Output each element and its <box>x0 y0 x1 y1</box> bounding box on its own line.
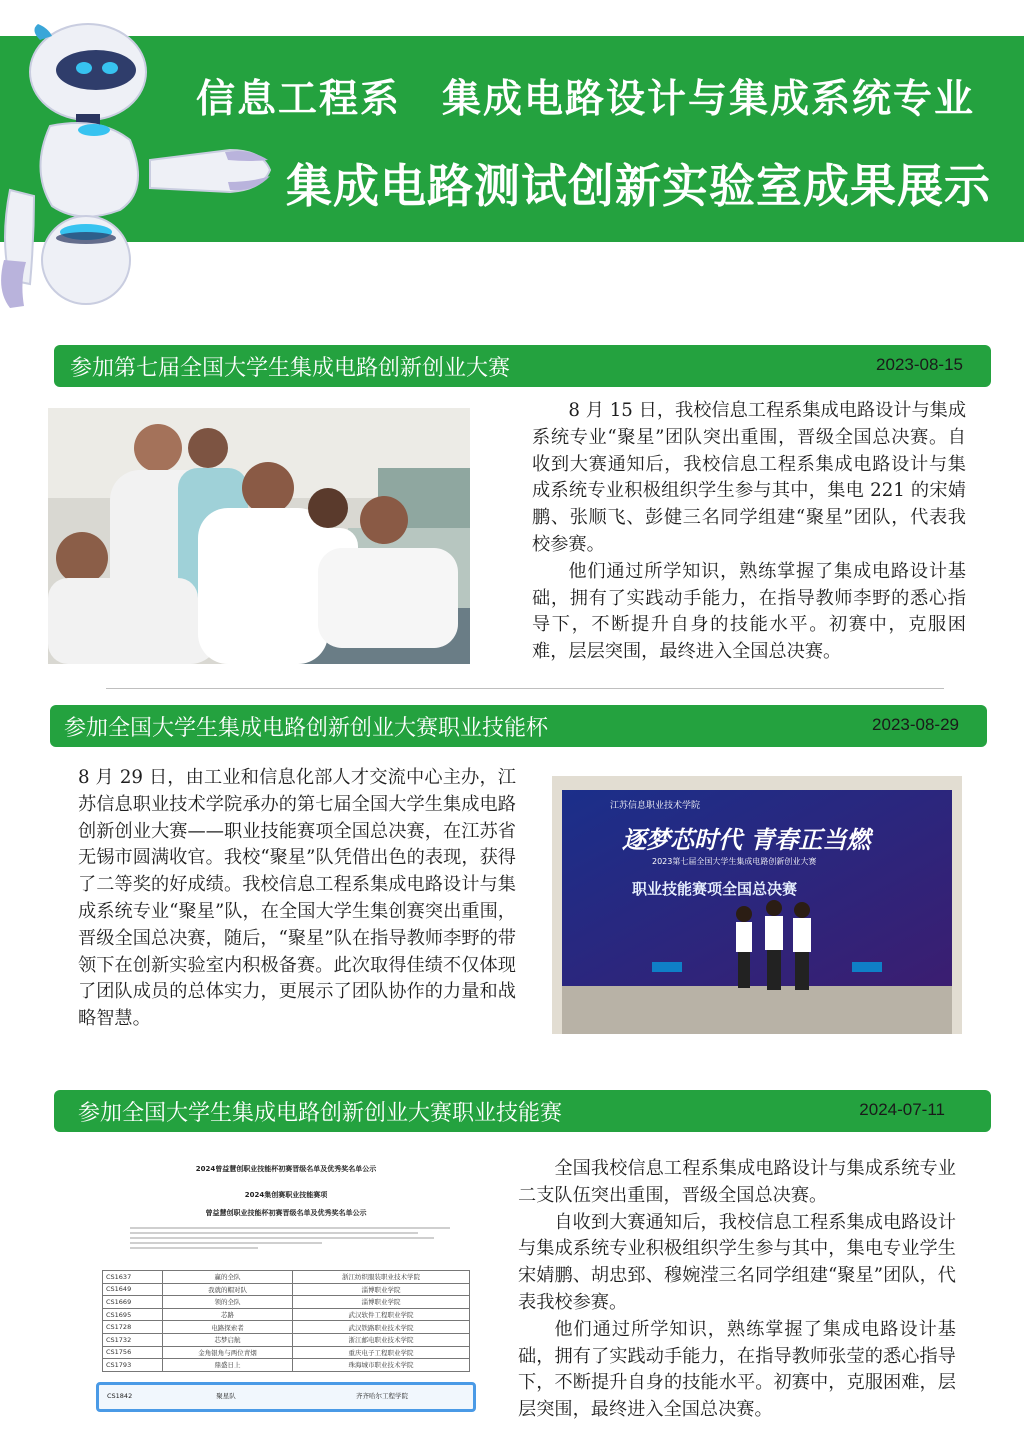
team-id-cell: CS1732 <box>103 1333 163 1346</box>
section-1-header <box>54 345 991 387</box>
table-row <box>103 1346 470 1359</box>
highlight-team-id: CS1842 <box>107 1391 133 1400</box>
table-row <box>103 1296 470 1309</box>
photo-school-logo: 江苏信息职业技术学院 <box>610 801 701 811</box>
school-cell: 珠海城市职业技术学院 <box>293 1359 470 1372</box>
table-row <box>103 1321 470 1334</box>
photo-team-at-lab <box>48 408 470 664</box>
section-1-date: 2023-08-15 <box>876 355 963 374</box>
section-2-date: 2023-08-29 <box>872 715 959 734</box>
table-row <box>103 1359 470 1372</box>
qualifier-list-document <box>94 1150 478 1416</box>
section-2-header <box>50 705 987 747</box>
section-3-paragraph: 他们通过所学知识，熟练掌握了集成电路设计基础，拥有了实践动手能力，在指导教师张莹的悉心指导下，不断提升自身的技能水平。初赛中，克服困难，层层突围，最终进入全国总决赛。 <box>518 1318 956 1421</box>
photo-slogan: 逐梦芯时代 青春正当燃 <box>622 826 871 854</box>
table-row <box>103 1271 470 1284</box>
school-cell: 武汉软件工程职业学院 <box>293 1308 470 1321</box>
section-1-title: 参加第七届全国大学生集成电路创新创业大赛 <box>70 356 511 381</box>
robot-mascot-icon <box>0 10 290 310</box>
photo-award-stage <box>552 776 962 1034</box>
section-3-date: 2024-07-11 <box>859 1100 945 1119</box>
team-name-cell: 领的全队 <box>163 1296 293 1309</box>
document-heading: 2024曾益慧创职业技能杯初赛晋级名单及优秀奖名单公示 <box>195 1165 377 1173</box>
school-cell: 淄博职业学院 <box>293 1283 470 1296</box>
document-subheading-2: 曾益慧创职业技能杯初赛晋级名单及优秀奖名单公示 <box>205 1209 367 1217</box>
section-3-text <box>518 1156 956 1424</box>
school-cell: 浙江邮电职业技术学院 <box>293 1333 470 1346</box>
section-3-title: 参加全国大学生集成电路创新创业大赛职业技能赛 <box>78 1101 563 1126</box>
photo-banner: 职业技能赛项全国总决赛 <box>632 880 798 898</box>
team-id-cell: CS1756 <box>103 1346 163 1359</box>
school-cell: 重庆电子工程职业学院 <box>293 1346 470 1359</box>
team-name-cell: 我就的帽对队 <box>163 1283 293 1296</box>
team-name-cell: 金角银角与两位青烟 <box>163 1346 293 1359</box>
team-id-cell: CS1728 <box>103 1321 163 1334</box>
section-divider <box>106 688 944 689</box>
school-cell: 浙江纺织服装职业技术学院 <box>293 1271 470 1284</box>
team-id-cell: CS1637 <box>103 1271 163 1284</box>
team-id-cell: CS1695 <box>103 1308 163 1321</box>
section-2-title: 参加全国大学生集成电路创新创业大赛职业技能杯 <box>64 716 549 741</box>
section-3-paragraph: 自收到大赛通知后，我校信息工程系集成电路设计与集成系统专业积极组织学生参与其中，集电专业学生宋婧鹏、胡忠郅、穆婉滢三名同学组建“聚星”团队，代表我校参赛。 <box>518 1211 956 1313</box>
section-3-paragraph: 全国我校信息工程系集成电路设计与集成系统专业二支队伍突出重围，晋级全国总决赛。 <box>518 1158 956 1206</box>
section-1-text <box>532 398 966 666</box>
table-row <box>103 1283 470 1296</box>
highlight-team-name: 聚星队 <box>216 1392 236 1400</box>
qualifier-table <box>102 1270 470 1372</box>
section-2-text <box>78 765 516 1033</box>
document-note <box>130 1224 450 1252</box>
header-department: 信息工程系 集成电路设计与集成系统专业 <box>196 77 976 122</box>
team-name-cell: 鼎盛日上 <box>163 1359 293 1372</box>
team-name-cell: 芯路 <box>163 1308 293 1321</box>
team-name-cell: 芯梦启航 <box>163 1333 293 1346</box>
school-cell: 淄博职业学院 <box>293 1296 470 1309</box>
highlight-team-school: 齐齐哈尔工程学院 <box>356 1392 408 1400</box>
highlighted-team-row <box>96 1382 476 1412</box>
team-id-cell: CS1649 <box>103 1283 163 1296</box>
document-subheading: 2024集创赛职业技能赛项 <box>244 1191 328 1199</box>
section-1-paragraph: 他们通过所学知识，熟练掌握了集成电路设计基础，拥有了实践动手能力，在指导教师李野的悉心指导下，不断提升自身的技能水平。初赛中，克服困难，层层突围，最终进入全国总决赛。 <box>532 560 966 663</box>
team-name-cell: 电路探索者 <box>163 1321 293 1334</box>
school-cell: 武汉铁路职业技术学院 <box>293 1321 470 1334</box>
team-name-cell: 赢的全队 <box>163 1271 293 1284</box>
team-id-cell: CS1793 <box>103 1359 163 1372</box>
section-3-header <box>54 1090 991 1132</box>
section-2-paragraph: 8 月 29 日，由工业和信息化部人才交流中心主办，江苏信息职业技术学院承办的第七届全国大学生集成电路创新创业大赛——职业技能赛项全国总决赛，在江苏省无锡市圆满收官。我校“聚星”队凭借出色的表现，获得了二等奖的好成绩。我校信息工程系集成电路设计与集成系统专业“聚星”队，在全国大学生集创赛突出重围，晋级全国总决赛，随后，“聚星”队在指导教师李野的带领下在创新实验室内积极备赛。此次取得佳绩不仅体现了团队成员的总体实力，更展示了团队协作的力量和战略智慧。 <box>78 767 516 1030</box>
table-row <box>103 1308 470 1321</box>
photo-subtitle: 2023第七届全国大学生集成电路创新创业大赛 <box>652 857 817 866</box>
team-id-cell: CS1669 <box>103 1296 163 1309</box>
page-title: 集成电路测试创新实验室成果展示 <box>286 159 991 213</box>
table-row <box>103 1333 470 1346</box>
section-1-paragraph: 8 月 15 日，我校信息工程系集成电路设计与集成系统专业“聚星”团队突出重围，晋级全国总决赛。自收到大赛通知后，我校信息工程系集成电路设计与集成系统专业积极组织学生参与其中，集电 221 的宋婧鹏、张顺飞、彭健三名同学组建“聚星”团队，代表我校参赛。 <box>532 400 967 555</box>
